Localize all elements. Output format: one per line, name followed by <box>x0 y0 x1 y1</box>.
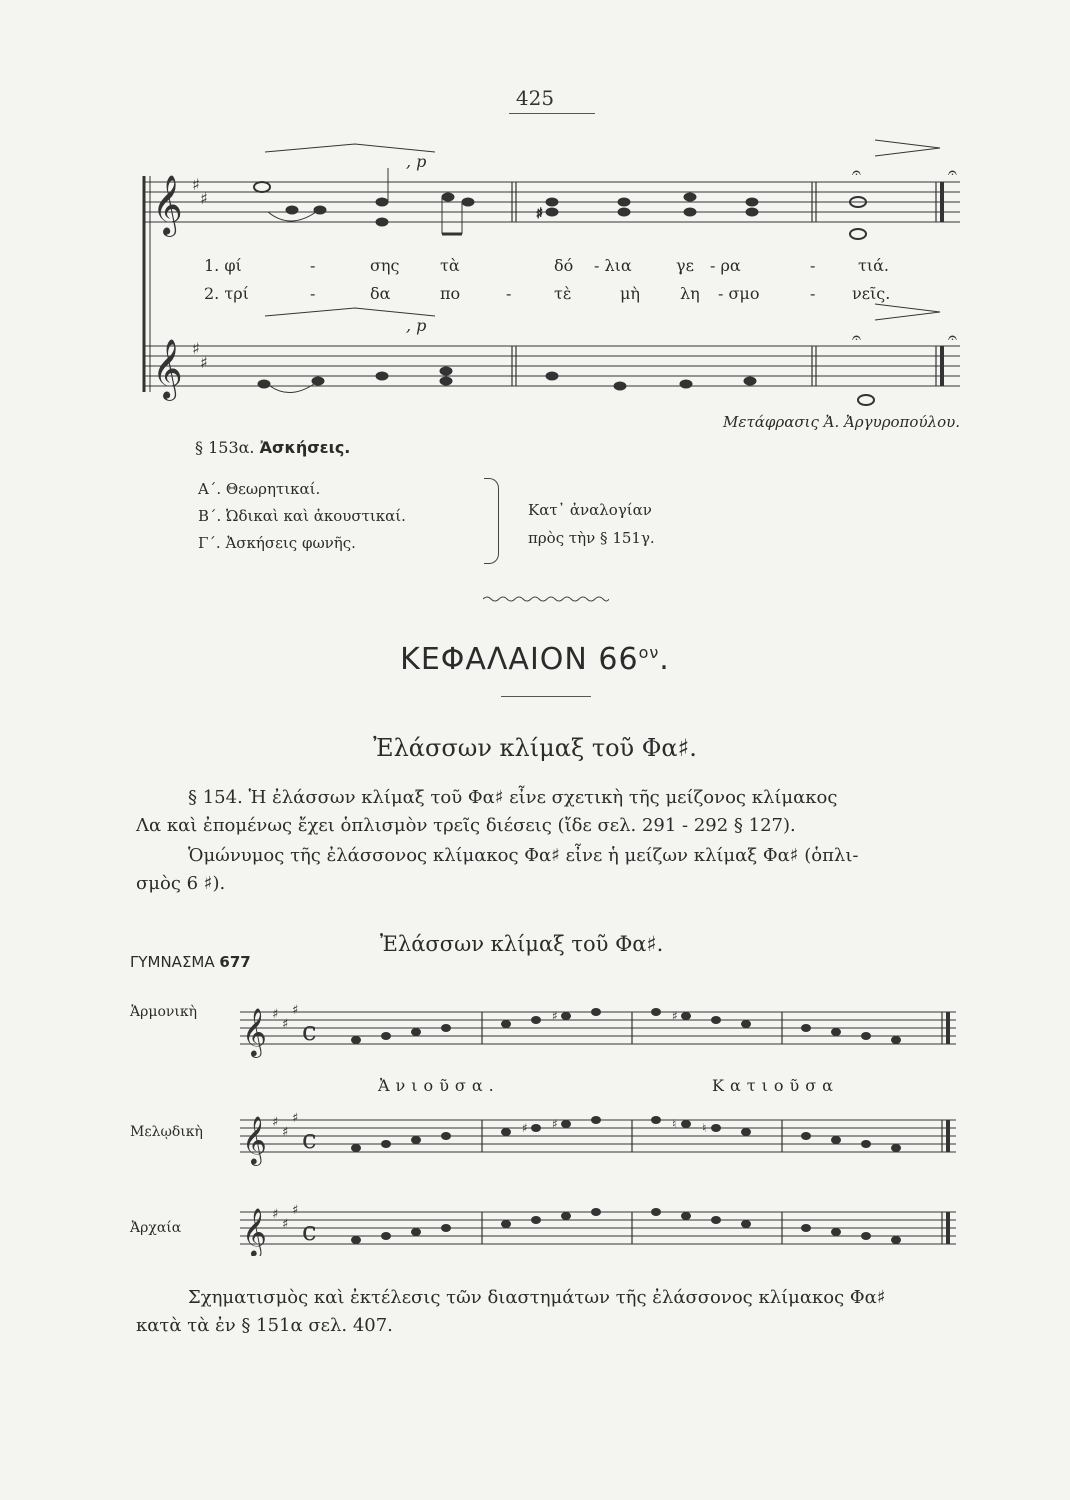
song-score <box>130 138 970 428</box>
svg-text:𝄞: 𝄞 <box>242 1115 267 1164</box>
ascending-label: Ἀνιοῦσα. <box>378 1076 500 1095</box>
svg-text:♮: ♮ <box>702 1121 707 1135</box>
lyric-syllable: λη <box>680 284 700 303</box>
fermata-icon: 𝄐 <box>852 163 861 182</box>
paragraph-line: κατὰ τὰ ἐν § 151α σελ. 407. <box>136 1315 393 1336</box>
paragraph-homonym <box>136 842 958 898</box>
fermata-icon: 𝄐 <box>852 328 861 347</box>
treble-clef-icon: 𝄞 <box>152 175 183 235</box>
lyric-syllable: - <box>310 284 316 303</box>
svg-text:♯: ♯ <box>672 1009 678 1023</box>
fermata-icon: 𝄐 <box>948 328 957 347</box>
lyric-syllable: - λια <box>594 256 632 275</box>
section-heading: Ἐλάσσων κλίμαξ τοῦ Φα♯. <box>373 734 697 762</box>
closing-paragraph <box>136 1284 958 1340</box>
lyric-syllable: - σμο <box>718 284 760 303</box>
analogy-line: πρὸς τὴν § 151γ. <box>528 529 655 547</box>
fermata-icon: 𝄐 <box>948 163 957 182</box>
svg-text:♯: ♯ <box>272 1007 279 1022</box>
svg-text:♯: ♯ <box>292 1111 299 1126</box>
decrescendo-icon <box>875 140 940 156</box>
paragraph-line: Λα καὶ ἐπομένως ἔχει ὁπλισμὸν τρεῖς διέσεις (ἴδε σελ. 291 - 292 § 127). <box>136 815 796 836</box>
crescendo-icon <box>265 144 435 152</box>
svg-text:♯: ♯ <box>272 1115 279 1130</box>
paragraph-154 <box>136 784 958 840</box>
exercise-number: ΓΥΜΝΑΣΜΑ 677 <box>130 953 251 971</box>
paragraph-line: σμὸς 6 ♯). <box>136 873 226 894</box>
page-number-rule <box>509 113 595 114</box>
svg-text:♯: ♯ <box>552 1117 558 1131</box>
analogy-line: Κατ᾽ ἀναλογίαν <box>528 501 652 519</box>
sharp-icon: ♯ <box>192 339 200 358</box>
lyric-syllable: - <box>506 284 512 303</box>
song-staves <box>130 138 970 428</box>
svg-text:♯: ♯ <box>292 1203 299 1218</box>
crescendo-icon <box>265 308 435 316</box>
scale-staves <box>236 996 966 1256</box>
translator-credit: Μετάφρασις Ἀ. Ἀργυροπούλου. <box>723 413 960 431</box>
row-label-melodic: Μελῳδικὴ <box>130 1124 203 1140</box>
row-label-harmonic: Ἁρμονικὴ <box>130 1004 198 1020</box>
svg-text:𝄞: 𝄞 <box>242 1207 267 1256</box>
lyric-syllable: - <box>310 256 316 275</box>
top-staff-notes <box>254 168 942 239</box>
dynamic-marking: , p <box>406 316 427 335</box>
decrescendo-icon <box>875 304 940 320</box>
lyric-syllable: τιά. <box>858 256 890 275</box>
treble-clef-icon: 𝄞 <box>152 339 183 399</box>
descending-label: Κατιοῦσα <box>712 1076 839 1095</box>
svg-text:♯: ♯ <box>536 206 543 222</box>
svg-text:c: c <box>302 1125 317 1155</box>
lyric-syllable: 1. φί <box>204 256 242 275</box>
lyric-syllable: σης <box>370 256 400 275</box>
lyric-syllable: γε <box>676 256 694 275</box>
dynamic-marking: , p <box>406 152 427 171</box>
lyric-syllable: δό <box>554 256 574 275</box>
lyric-syllable: μὴ <box>620 284 640 303</box>
lyric-syllable: τὲ <box>554 284 572 303</box>
paragraph-line: Σχηματισμὸς καὶ ἐκτέλεσις τῶν διαστημάτων τῆς ἐλάσσονος κλίμακος Φα♯ <box>188 1287 886 1308</box>
sharp-icon: ♯ <box>192 175 200 194</box>
paragraph-line: Ὁμώνυμος τῆς ἐλάσσονος κλίμακος Φα♯ εἶνε ἡ μείζων κλίμαξ Φα♯ (ὁπλι- <box>188 845 859 866</box>
svg-text:♯: ♯ <box>272 1207 279 1222</box>
svg-text:♯: ♯ <box>282 1217 289 1232</box>
lyric-syllable: 2. τρί <box>204 284 249 303</box>
svg-text:c: c <box>302 1217 317 1247</box>
svg-text:♯: ♯ <box>292 1003 299 1018</box>
lyric-syllable: - <box>810 256 816 275</box>
sharp-icon: ♯ <box>200 353 208 372</box>
exercise-heading: Ἐλάσσων κλίμαξ τοῦ Φα♯. <box>380 932 664 956</box>
exercises-title: Ἀσκήσεις. <box>259 438 351 457</box>
lyric-syllable: πο <box>440 284 461 303</box>
exercise-item: Β΄. Ὠδικαὶ καὶ ἀκουστικαί. <box>198 507 406 525</box>
svg-text:♯: ♯ <box>282 1017 289 1032</box>
sharp-icon: ♯ <box>200 189 208 208</box>
analogy-note <box>528 496 655 552</box>
svg-text:𝄞: 𝄞 <box>242 1007 267 1056</box>
svg-text:♯: ♯ <box>552 1009 558 1023</box>
svg-text:♯: ♯ <box>522 1121 528 1135</box>
paragraph-line: § 154. Ἡ ἐλάσσων κλίμαξ τοῦ Φα♯ εἶνε σχετικὴ τῆς μείζονος κλίμακος <box>188 787 838 808</box>
lyric-syllable: νεῖς. <box>852 284 891 303</box>
svg-text:♮: ♮ <box>672 1117 677 1131</box>
exercise-item: Γ΄. Ἀσκήσεις φωνῆς. <box>198 534 356 552</box>
lyric-syllable: - ρα <box>710 256 741 275</box>
chapter-title: ΚΕΦΑΛΑΙΟΝ $66^{o\nu}$. <box>400 642 670 677</box>
wavy-divider-icon <box>483 594 609 604</box>
page-number: 425 <box>515 86 555 110</box>
exercises-heading <box>195 438 350 457</box>
row-label-ancient: Ἀρχαία <box>130 1220 182 1236</box>
exercise-item: Α΄. Θεωρητικαί. <box>198 480 321 498</box>
section-label: § 153α. <box>195 438 255 457</box>
lyric-syllable: δα <box>370 284 391 303</box>
lyric-syllable: τὰ <box>440 256 460 275</box>
lyric-syllable: - <box>810 284 816 303</box>
chapter-rule <box>501 696 591 697</box>
svg-text:♯: ♯ <box>282 1125 289 1140</box>
brace <box>484 478 499 564</box>
exercise-list <box>198 476 406 557</box>
svg-text:c: c <box>302 1017 317 1047</box>
